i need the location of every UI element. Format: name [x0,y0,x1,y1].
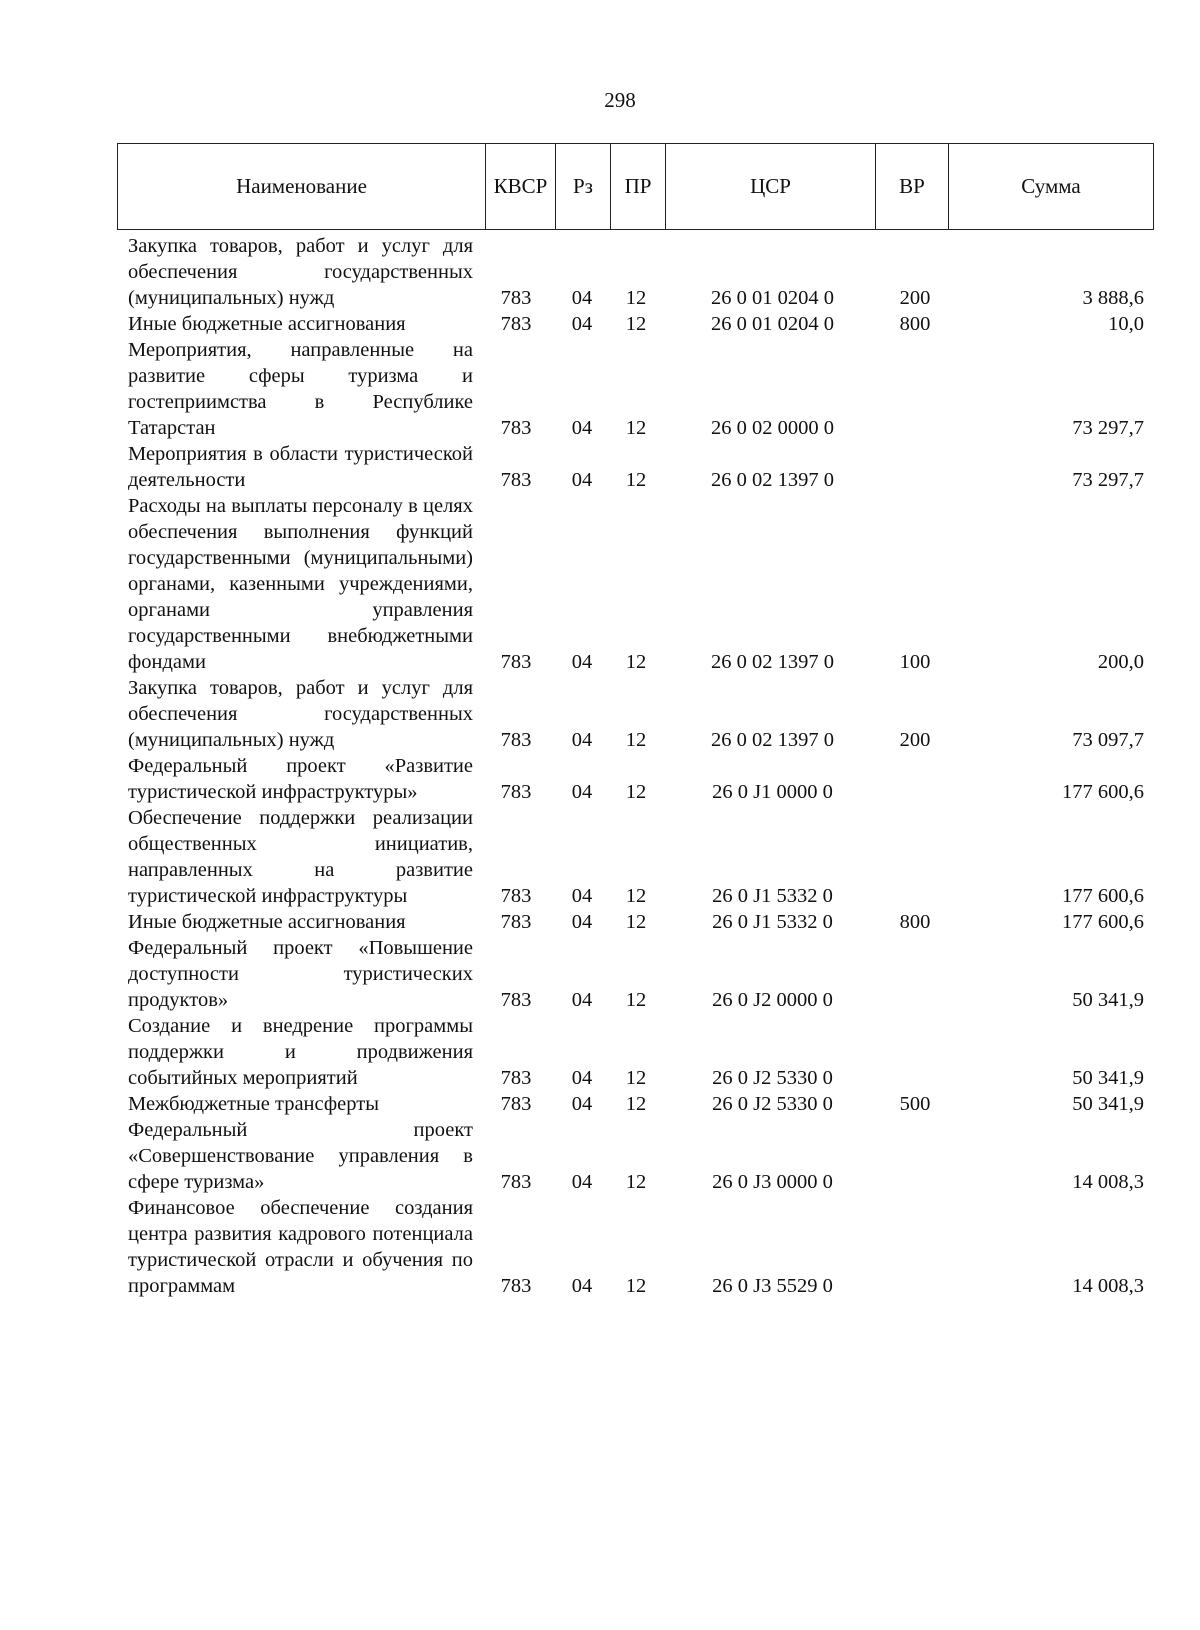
row-name: Обеспечение поддержки реализации общественных инициатив, направленных на развитие туристической инфраструктуры [128,807,473,907]
table-row [120,753,1155,805]
row-vr: 200 [899,729,931,751]
row-sum: 177 600,6 [1062,885,1144,907]
row-kvsr: 783 [500,313,532,335]
row-vr: 800 [899,313,931,335]
row-name: Закупка товаров, работ и услуг для обеспечения государственных (муниципальных) нужд [128,235,473,309]
row-kvsr: 783 [500,417,532,439]
row-csr: 26 0 J2 0000 0 [712,989,833,1011]
row-name: Иные бюджетные ассигнования [128,313,406,335]
row-csr: 26 0 J2 5330 0 [712,1093,833,1115]
row-kvsr: 783 [500,469,532,491]
row-vr: 800 [899,911,931,933]
row-kvsr: 783 [500,1093,532,1115]
row-name: Межбюджетные трансферты [128,1093,379,1115]
table-row [120,493,1155,675]
header-kvsr: КВСР [486,144,556,230]
row-kvsr: 783 [500,781,532,803]
table-row [120,233,1155,311]
page-number: 298 [604,88,636,112]
row-sum: 73 297,7 [1072,469,1144,491]
row-kvsr: 783 [500,729,532,751]
row-kvsr: 783 [500,287,532,309]
row-pr: 12 [625,1171,647,1193]
row-csr: 26 0 J3 0000 0 [712,1171,833,1193]
row-sum: 14 008,3 [1072,1171,1144,1193]
table-row [120,441,1155,493]
row-rz: 04 [571,781,593,803]
row-rz: 04 [571,885,593,907]
row-csr: 26 0 J2 5330 0 [712,1067,833,1089]
row-name: Финансовое обеспечение создания центра развития кадрового потенциала туристической отрасли и обучения по программам [128,1197,473,1297]
table-row [120,1013,1155,1091]
row-rz: 04 [571,651,593,673]
row-rz: 04 [571,911,593,933]
row-pr: 12 [625,729,647,751]
row-rz: 04 [571,1093,593,1115]
row-vr: 100 [899,651,931,673]
row-name: Федеральный проект «Развитие туристической инфраструктуры» [128,755,473,803]
row-kvsr: 783 [500,1171,532,1193]
row-name: Мероприятия, направленные на развитие сферы туризма и гостеприимства в Республике Татарстан [128,339,473,439]
row-sum: 14 008,3 [1072,1275,1144,1297]
row-csr: 26 0 01 0204 0 [711,313,834,335]
table-row [120,1091,1155,1117]
row-sum: 50 341,9 [1072,989,1144,1011]
row-rz: 04 [571,1275,593,1297]
row-csr: 26 0 01 0204 0 [711,287,834,309]
table-row [120,805,1155,909]
row-name: Федеральный проект «Повышение доступности туристических продуктов» [128,937,473,1011]
row-pr: 12 [625,781,647,803]
row-kvsr: 783 [500,1275,532,1297]
row-sum: 50 341,9 [1072,1093,1144,1115]
row-csr: 26 0 J1 0000 0 [712,781,833,803]
row-kvsr: 783 [500,1067,532,1089]
table-header [117,143,1154,230]
row-sum: 200,0 [1097,651,1144,673]
row-csr: 26 0 02 1397 0 [711,651,834,673]
row-sum: 177 600,6 [1062,781,1144,803]
row-csr: 26 0 J3 5529 0 [712,1275,833,1297]
table-body [120,233,1155,1299]
row-pr: 12 [625,287,647,309]
row-pr: 12 [625,989,647,1011]
row-name: Расходы на выплаты персоналу в целях обеспечения выполнения функций государственными (муниципальными) органами, казенными учреждениями, органами управления государственными внебюджетными фондами [128,495,473,673]
row-sum: 50 341,9 [1072,1067,1144,1089]
table-row [120,1117,1155,1195]
row-csr: 26 0 02 0000 0 [711,417,834,439]
row-pr: 12 [625,1067,647,1089]
row-pr: 12 [625,313,647,335]
header-name: Наименование [118,144,486,230]
row-pr: 12 [625,417,647,439]
table-row [120,935,1155,1013]
row-kvsr: 783 [500,911,532,933]
table-row [120,675,1155,753]
row-sum: 73 097,7 [1072,729,1144,751]
row-vr: 200 [899,287,931,309]
row-rz: 04 [571,989,593,1011]
row-csr: 26 0 02 1397 0 [711,729,834,751]
header-sum: Сумма [949,144,1154,230]
row-pr: 12 [625,1093,647,1115]
row-kvsr: 783 [500,885,532,907]
row-sum: 3 888,6 [1082,287,1144,309]
row-name: Мероприятия в области туристической деятельности [128,443,473,491]
row-rz: 04 [571,313,593,335]
table-row [120,337,1155,441]
row-kvsr: 783 [500,989,532,1011]
header-csr: ЦСР [666,144,876,230]
row-pr: 12 [625,885,647,907]
row-rz: 04 [571,1067,593,1089]
row-name: Закупка товаров, работ и услуг для обеспечения государственных (муниципальных) нужд [128,677,473,751]
row-name: Создание и внедрение программы поддержки и продвижения событийных мероприятий [128,1015,473,1089]
row-sum: 177 600,6 [1062,911,1144,933]
table-row [120,909,1155,935]
row-rz: 04 [571,469,593,491]
row-sum: 73 297,7 [1072,417,1144,439]
row-csr: 26 0 J1 5332 0 [712,885,833,907]
row-pr: 12 [625,911,647,933]
row-pr: 12 [625,651,647,673]
table-row [120,311,1155,337]
row-rz: 04 [571,287,593,309]
table-row [120,1195,1155,1299]
row-rz: 04 [571,417,593,439]
row-pr: 12 [625,469,647,491]
row-csr: 26 0 02 1397 0 [711,469,834,491]
row-kvsr: 783 [500,651,532,673]
row-sum: 10,0 [1108,313,1144,335]
row-name: Иные бюджетные ассигнования [128,911,406,933]
row-csr: 26 0 J1 5332 0 [712,911,833,933]
row-rz: 04 [571,729,593,751]
row-name: Федеральный проект «Совершенствование управления в сфере туризма» [128,1119,473,1193]
header-pr: ПР [611,144,666,230]
header-vr: ВР [876,144,949,230]
row-vr: 500 [899,1093,931,1115]
header-rz: Рз [556,144,611,230]
row-pr: 12 [625,1275,647,1297]
row-rz: 04 [571,1171,593,1193]
